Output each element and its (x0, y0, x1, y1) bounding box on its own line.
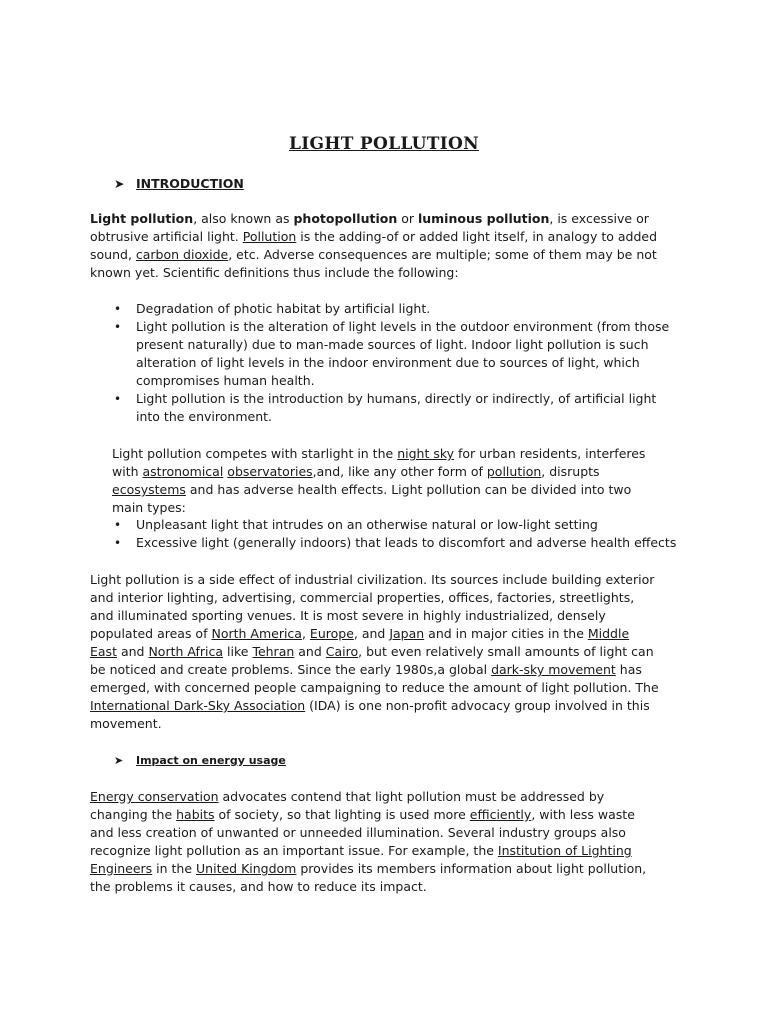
link-europe[interactable]: Europe (309, 626, 354, 641)
text-run: advocates contend that light pollution must be addressed by changing the (90, 789, 605, 822)
text-run: provides its members information about light pollution, the problems it causes, and how to reduce its impact. (90, 861, 647, 894)
link-united-kingdom[interactable]: United Kingdom (196, 861, 297, 876)
text-run: , and (353, 626, 390, 641)
paragraph-definition (90, 210, 660, 282)
link-pollution[interactable]: Pollution (242, 229, 297, 244)
section-heading-text: INTRODUCTION (136, 176, 244, 191)
link-tehran[interactable]: Tehran (252, 644, 295, 659)
text-run: in the (152, 861, 197, 876)
list-item-text: Light pollution is the introduction by humans, directly or indirectly, of artificial light into the environment. (136, 391, 657, 424)
link-astronomical[interactable]: astronomical (142, 464, 224, 479)
text-run: Light pollution is a side effect of industrial civilization. Its sources include building exterior and interior lighting, advertising, commercial properties, offices, factories, streetlights, and illuminated sporting venues. It is most severe in highly industrialized, densely populated areas of (90, 572, 655, 641)
text-run: and (294, 644, 326, 659)
link-habits[interactable]: habits (176, 807, 215, 822)
link-north-america[interactable]: North America (211, 626, 302, 641)
paragraph-sources (90, 571, 660, 733)
text-run: and has adverse health effects. Light pollution can be divided into two main types: (112, 482, 632, 515)
text-run: (IDA) is one non-profit advocacy group involved in this movement. (90, 698, 650, 731)
link-dark-sky-movement[interactable]: dark-sky movement (491, 662, 616, 677)
list-item (112, 390, 677, 426)
section-heading-text: Impact on energy usage (136, 754, 286, 767)
bullet-icon: • (114, 392, 122, 406)
link-ida[interactable]: International Dark-Sky Association (90, 698, 306, 713)
text-run: , disrupts (541, 464, 600, 479)
text-run: of society, so that lighting is used more (214, 807, 470, 822)
text-run: , also known as (193, 211, 294, 226)
text-run: , but even relatively small amounts of light can be noticed and create problems. Since the early 1980s,a global (90, 644, 654, 677)
types-list (112, 516, 677, 552)
text-run: Light pollution (90, 211, 194, 226)
text-run: Light pollution competes with starlight in the (112, 446, 398, 461)
link-night-sky[interactable]: night sky (397, 446, 455, 461)
text-run: luminous pollution (417, 211, 550, 226)
page-title: LIGHT POLLUTION (289, 134, 479, 154)
list-item-text: Excessive light (generally indoors) that leads to discomfort and adverse health effects (136, 535, 677, 550)
bullet-icon: • (114, 518, 122, 532)
text-run: is the adding-of or added light itself, in analogy to added sound, (90, 229, 658, 262)
list-item (112, 534, 677, 552)
link-pollution-2[interactable]: pollution (486, 464, 542, 479)
link-energy-conservation[interactable]: Energy conservation (90, 789, 219, 804)
paragraph-energy (90, 788, 660, 896)
text-run: , is excessive or obtrusive artificial light. (90, 211, 649, 244)
list-item (112, 318, 677, 390)
list-item-text: Light pollution is the alteration of light levels in the outdoor environment (from those present naturally) due to man-made sources of light. Indoor light pollution is such alteration of light levels in the indoor environment due to sources of light, which compromises human health. (136, 319, 670, 388)
link-cairo[interactable]: Cairo (325, 644, 359, 659)
text-run: and (116, 644, 149, 659)
list-item-text: Degradation of photic habitat by artificial light. (136, 301, 431, 316)
definitions-list (112, 300, 677, 426)
arrow-bullet-icon: ➤ (114, 754, 124, 767)
text-run: photopollution (293, 211, 398, 226)
list-item (112, 516, 677, 534)
text-run: ,and, like any other form of (312, 464, 487, 479)
text-run: like (223, 644, 253, 659)
link-north-africa[interactable]: North Africa (148, 644, 224, 659)
bullet-icon: • (114, 320, 122, 334)
paragraph-night-sky (112, 445, 662, 517)
text-run: and in major cities in the (424, 626, 588, 641)
text-run: , with less waste and less creation of unwanted or unneeded illumination. Several industry groups also recognize light pollution as an important issue. For example, the (90, 807, 635, 858)
link-middle-east[interactable]: Middle East (90, 626, 630, 659)
text-run: has emerged, with concerned people campaigning to reduce the amount of light pollution. The (90, 662, 659, 695)
section-heading-energy (114, 754, 286, 767)
text-run: or (397, 211, 418, 226)
list-item (112, 300, 677, 318)
link-efficiently[interactable]: efficiently (469, 807, 532, 822)
link-ile[interactable]: Institution of Lighting Engineers (90, 843, 632, 876)
link-carbon-dioxide[interactable]: carbon dioxide (135, 247, 229, 262)
bullet-icon: • (114, 536, 122, 550)
link-observatories[interactable]: observatories (227, 464, 313, 479)
arrow-bullet-icon: ➤ (114, 176, 125, 191)
section-heading-introduction (114, 176, 244, 191)
list-item-text: Unpleasant light that intrudes on an otherwise natural or low-light setting (136, 517, 598, 532)
text-run: for urban residents, interferes with (112, 446, 646, 479)
link-ecosystems[interactable]: ecosystems (112, 482, 186, 497)
link-japan[interactable]: Japan (389, 626, 425, 641)
text-run: , (301, 626, 310, 641)
bullet-icon: • (114, 302, 122, 316)
text-run: , etc. Adverse consequences are multiple; some of them may be not known yet. Scientific definitions thus include the following: (90, 247, 657, 280)
